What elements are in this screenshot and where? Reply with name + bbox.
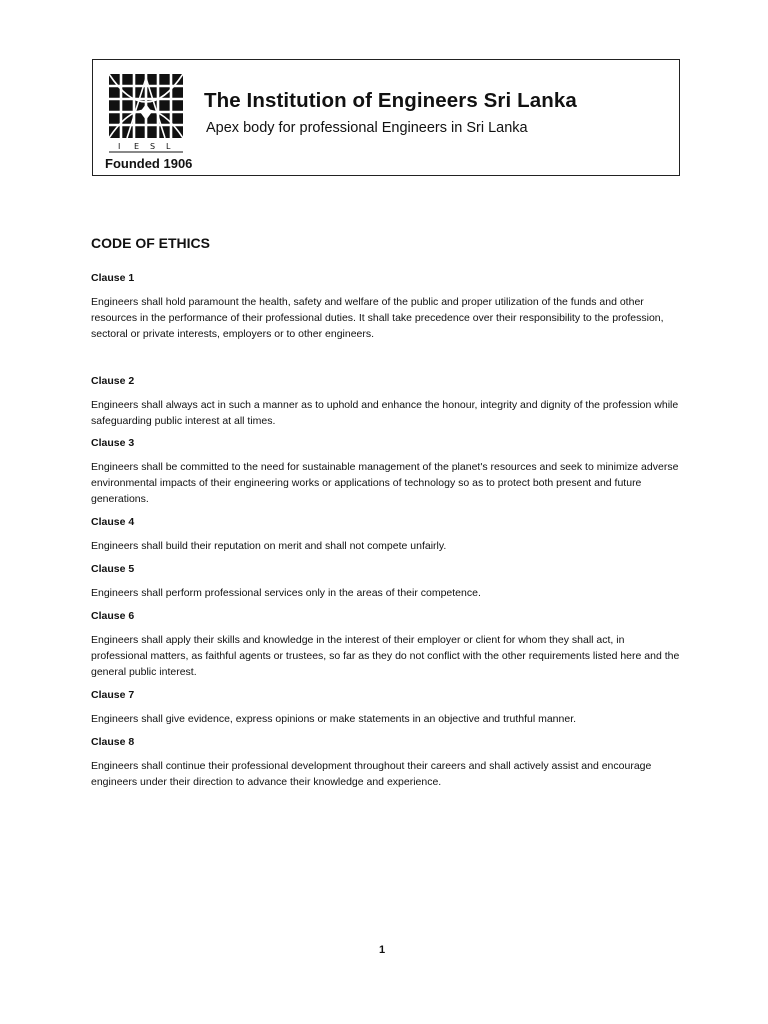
clause-8-heading: Clause 8 — [91, 736, 135, 748]
founded-year: Founded 1906 — [105, 156, 193, 171]
clause-8-text: Engineers shall continue their professional development throughout their careers and shall actively assist and encourage engineers under their direction to advance their knowledge and experience. — [91, 760, 652, 788]
clause-6-text: Engineers shall apply their skills and knowledge in the interest of their employer or client for whom they shall act, in professional matters, as faithful agents or trustees, so far as they do not conflict with the other requirements listed here and the general public interest. — [91, 634, 680, 678]
logo-letter-s: S — [150, 142, 156, 151]
clause-7-heading: Clause 7 — [91, 689, 135, 701]
organization-name: The Institution of Engineers Sri Lanka — [204, 89, 577, 112]
document-title: CODE OF ETHICS — [91, 235, 211, 251]
clause-1-heading: Clause 1 — [91, 272, 135, 284]
organization-tagline: Apex body for professional Engineers in Sri Lanka — [206, 120, 528, 136]
clause-3-heading: Clause 3 — [91, 437, 135, 449]
clause-5-text: Engineers shall perform professional services only in the areas of their competence. — [91, 587, 481, 599]
page-number: 1 — [379, 944, 386, 956]
clause-2-text: Engineers shall always act in such a manner as to uphold and enhance the honour, integrity and dignity of the profession while safeguarding public interest at all times. — [91, 399, 679, 427]
clause-1-text: Engineers shall hold paramount the health, safety and welfare of the public and proper utilization of the funds and other resources in the performance of their professional duties. It shall take precedence over their responsibility to the profession, sectoral or private interests, employers or to other engineers. — [91, 296, 664, 340]
clause-4-text: Engineers shall build their reputation on merit and shall not compete unfairly. — [91, 540, 447, 552]
iesl-logo — [105, 72, 187, 154]
clause-7-text: Engineers shall give evidence, express opinions or make statements in an objective and truthful manner. — [91, 713, 577, 725]
logo-letter-l: L — [166, 142, 171, 151]
clause-5-heading: Clause 5 — [91, 563, 135, 575]
clause-2-heading: Clause 2 — [91, 375, 135, 387]
clause-6-heading: Clause 6 — [91, 610, 135, 622]
letterhead — [92, 59, 680, 176]
logo-grid-mark — [109, 74, 183, 138]
logo-letter-i: I — [118, 142, 121, 151]
clause-3-text: Engineers shall be committed to the need for sustainable management of the planet's resources and seek to minimize adverse environmental impacts of their engineering works or applications of technology so as to protect both present and future generations. — [91, 461, 679, 505]
logo-letter-e: E — [134, 142, 140, 151]
clause-4-heading: Clause 4 — [91, 516, 135, 528]
